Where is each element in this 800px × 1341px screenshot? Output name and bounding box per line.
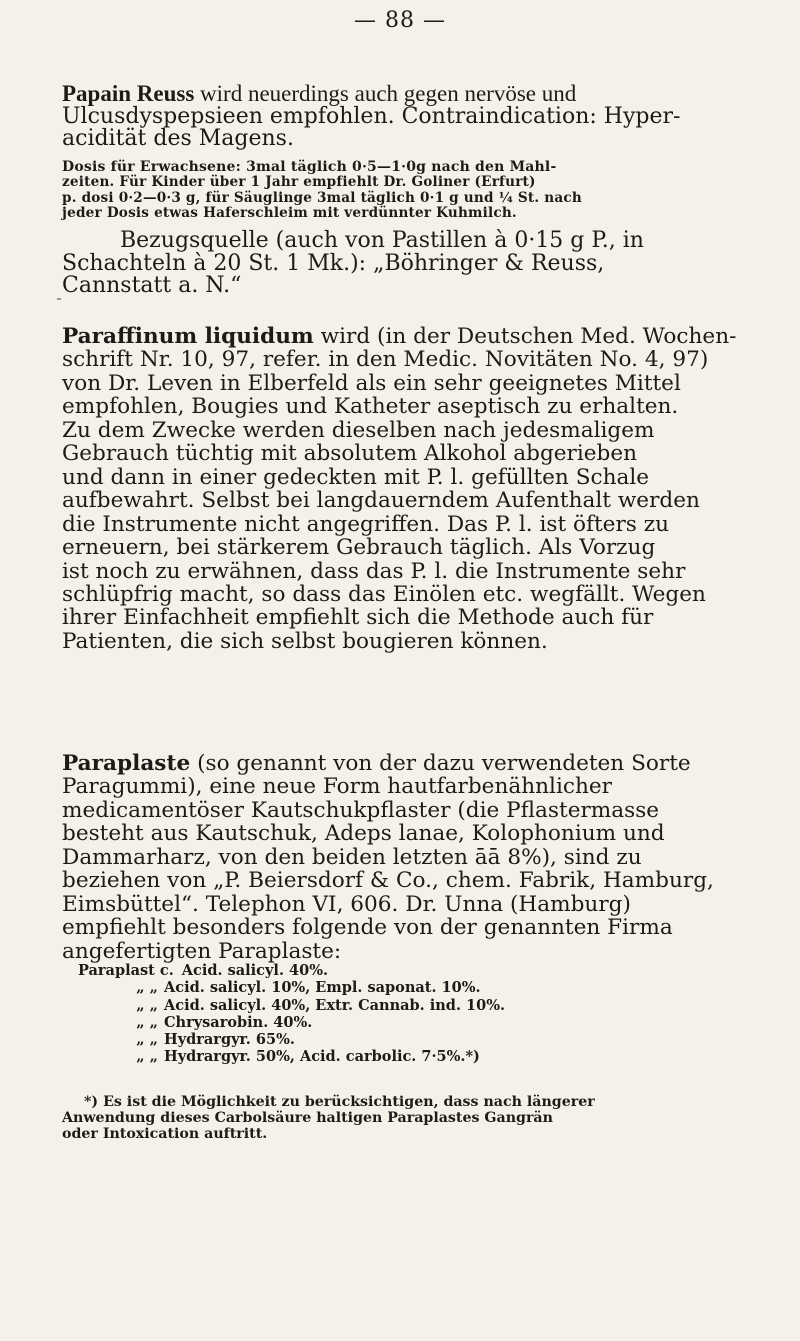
papain-intro — [62, 83, 752, 106]
paragraph-line: Eimsbüttel“. Telephon VI, 606. Dr. Unna (Hamburg) — [62, 891, 631, 917]
page-number: — 88 — — [354, 8, 446, 33]
recipe-text: Acid. salicyl. 10%, Empl. saponat. 10%. — [164, 979, 481, 997]
recipe-prefix: Paraplast c. — [78, 962, 174, 979]
recipe-prefix: „ „ — [136, 996, 158, 1014]
paragraph-line: schlüpfrig macht, so dass das Einölen etc. wegfällt. Wegen — [62, 581, 706, 607]
section-paraplaste — [62, 752, 752, 963]
recipe-item — [78, 1014, 738, 1031]
dosage-line-1: Dosis für Erwachsene: 3mal täglich 0·5—1·0g nach den Mahl- — [62, 159, 557, 175]
papain-line-2: Ulcusdyspepsieen empfohlen. Contraindication: Hyper- — [62, 103, 681, 129]
dosage-line-4: jeder Dosis etwas Haferschleim mit verdünnter Kuhmilch. — [62, 205, 517, 221]
paraplaste-intro — [62, 752, 752, 775]
recipe-text: Acid. salicyl. 40%. — [181, 962, 329, 979]
footnote-line-1: *) Es ist die Möglichkeit zu berücksichtigen, dass nach längerer — [84, 1094, 595, 1110]
recipe-text: Hydrargyr. 50%, Acid. carbolic. 7·5%.*) — [164, 1048, 480, 1066]
paragraph-line: und dann in einer gedeckten mit P. l. gefüllten Schale — [62, 464, 650, 490]
paragraph-line: empfohlen, Bougies und Katheter aseptisch zu erhalten. — [62, 394, 679, 420]
paragraph-line: Dammarharz, von den beiden letzten āā 8%), sind zu — [62, 844, 642, 870]
recipe-prefix: „ „ — [136, 1013, 158, 1031]
recipe-item — [78, 962, 738, 979]
recipe-list — [78, 962, 738, 1066]
paragraph-line: ist noch zu erwähnen, dass das P. l. die Instrumente sehr — [62, 558, 686, 584]
recipe-item — [78, 1031, 738, 1048]
recipe-text: Acid. salicyl. 40%, Extr. Cannab. ind. 10%. — [164, 996, 506, 1014]
recipe-text: Hydrargyr. 65%. — [164, 1031, 295, 1049]
paragraph-line: Paragummi), eine neue Form hautfarbenähnlicher — [62, 774, 612, 800]
paragraph-line: besteht aus Kautschuk, Adeps lanae, Kolophonium und — [62, 821, 665, 847]
paraffinum-intro-text: wird (in der Deutschen Med. Wochen- — [320, 324, 737, 349]
papain-dosage — [62, 160, 752, 221]
paraffinum-heading: Paraffinum liquidum — [62, 324, 314, 349]
footnote — [62, 1094, 752, 1143]
paragraph-line: schrift Nr. 10, 97, refer. in den Medic. Novitäten No. 4, 97) — [62, 347, 709, 373]
source-line-3: Cannstatt a. N.“ — [62, 273, 242, 298]
paragraph-line: beziehen von „P. Beiersdorf & Co., chem. Fabrik, Hamburg, — [62, 868, 714, 894]
paraplaste-heading: Paraplaste — [62, 751, 191, 776]
paragraph-line: von Dr. Leven in Elberfeld als ein sehr geeignetes Mittel — [62, 370, 681, 396]
paragraph-line: ihrer Einfachheit empfiehlt sich die Methode auch für — [62, 605, 654, 631]
recipe-prefix: „ „ — [136, 1048, 158, 1066]
dosage-line-2: zeiten. Für Kinder über 1 Jahr empfiehlt Dr. Goliner (Erfurt) — [62, 174, 536, 191]
recipe-text: Chrysarobin. 40%. — [164, 1013, 313, 1031]
paragraph-line: medicamentöser Kautschukpflaster (die Pflastermasse — [62, 797, 660, 823]
footnote-line-3: oder Intoxication auftritt. — [62, 1126, 268, 1143]
papain-heading: Papain Reuss — [62, 81, 195, 106]
recipe-item — [78, 1048, 738, 1065]
dosage-line-3: p. dosi 0·2—0·3 g, für Säuglinge 3mal täglich 0·1 g und ¼ St. nach — [62, 189, 582, 206]
paragraph-line: die Instrumente nicht angegriffen. Das P. l. ist öfters zu — [62, 511, 670, 537]
paragraph-line: Zu dem Zwecke werden dieselben nach jedesmaligem — [62, 417, 655, 443]
recipe-item — [78, 979, 738, 996]
source-line-1: Bezugsquelle (auch von Pastillen à 0·15 g P., in — [120, 228, 644, 253]
recipe-prefix: „ „ — [136, 979, 158, 997]
papain-line-3: acidität des Magens. — [62, 126, 294, 151]
paragraph-line: erneuern, bei stärkerem Gebrauch täglich. Als Vorzug — [62, 535, 656, 561]
paragraph-line: angefertigten Paraplaste: — [62, 938, 342, 964]
recipe-prefix: „ „ — [136, 1031, 158, 1049]
section-paraffinum — [62, 325, 752, 653]
paragraph-line: empfiehlt besonders folgende von der genannten Firma — [62, 915, 673, 941]
footnote-line-2: Anwendung dieses Carbolsäure haltigen Paraplastes Gangrän — [62, 1110, 553, 1127]
source-line-2: Schachteln à 20 St. 1 Mk.): „Böhringer & Reuss, — [62, 250, 605, 276]
paragraph-line: Patienten, die sich selbst bougieren können. — [62, 628, 548, 654]
paragraph-line: Gebrauch tüchtig mit absolutem Alkohol abgerieben — [62, 441, 638, 467]
paragraph-line: aufbewahrt. Selbst bei langdauerndem Aufenthalt werden — [62, 488, 700, 514]
papain-intro-text: wird neuerdings auch gegen nervöse und — [200, 81, 577, 106]
recipe-item — [78, 997, 738, 1014]
papain-source — [62, 230, 752, 298]
section-papain — [62, 83, 752, 151]
paraplaste-intro-text: (so genannt von der dazu verwendeten Sorte — [197, 751, 691, 776]
paraffinum-intro — [62, 325, 752, 348]
margin-mark — [57, 298, 61, 300]
